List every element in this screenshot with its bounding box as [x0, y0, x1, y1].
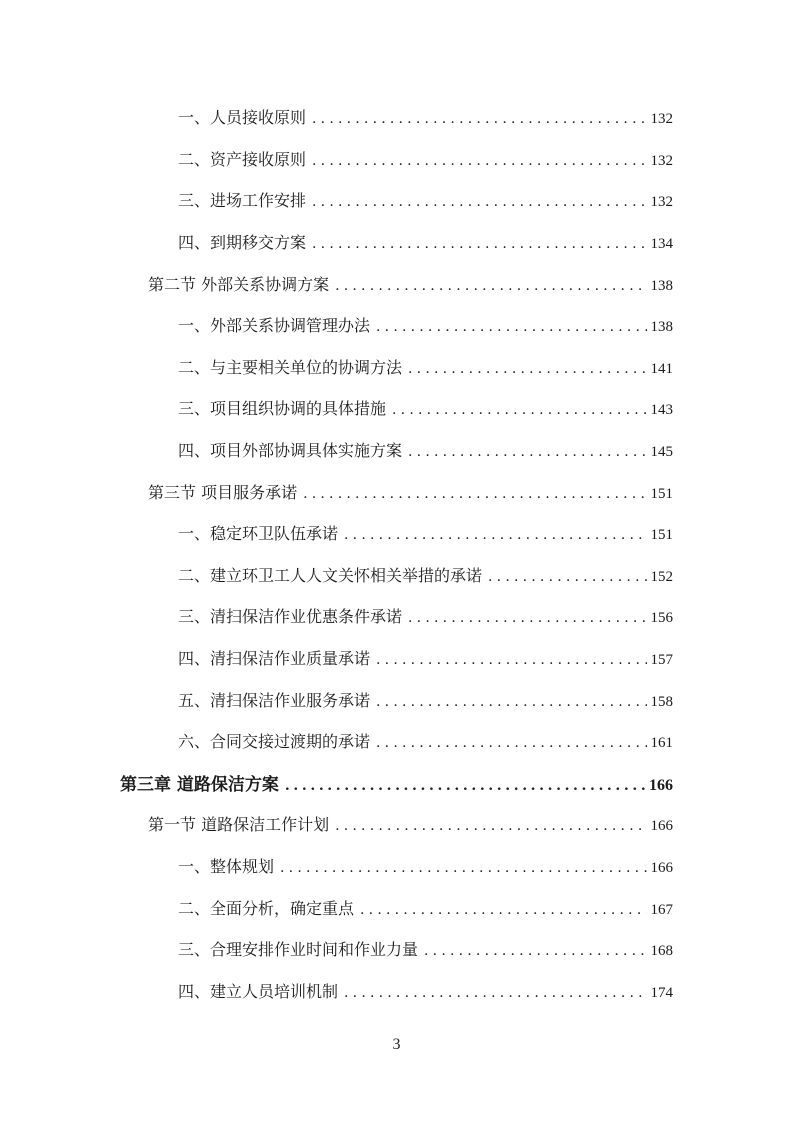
toc-subsection-entry[interactable]: [0, 179, 793, 221]
toc-dot-leader: [376, 319, 646, 335]
toc-subsection-entry[interactable]: [0, 678, 793, 720]
toc-entry-line: [178, 355, 673, 378]
toc-entry-page-number: 166: [650, 818, 673, 835]
toc-entry-label: 第三节 项目服务承诺: [148, 482, 298, 502]
toc-entry-page-number: 166: [649, 776, 673, 794]
toc-dot-leader: [312, 153, 646, 169]
toc-entry-label: 五、清扫保洁作业服务承诺: [178, 690, 371, 710]
toc-dot-leader: [312, 236, 646, 252]
toc-entry-line: [178, 396, 673, 419]
toc-dot-leader: [376, 652, 646, 668]
toc-dot-leader: [344, 985, 646, 1001]
toc-dot-leader: [335, 278, 646, 294]
toc-entry-label: 三、项目组织协调的具体措施: [178, 399, 387, 419]
toc-entry-page-number: 143: [650, 402, 673, 419]
toc-entry-label: 四、建立人员培训机制: [178, 981, 339, 1001]
toc-subsection-entry[interactable]: [0, 969, 793, 1011]
toc-subsection-entry[interactable]: [0, 845, 793, 887]
toc-subsection-entry[interactable]: [0, 512, 793, 554]
toc-entry-line: [178, 230, 673, 253]
toc-dot-leader: [312, 194, 646, 210]
toc-subsection-entry[interactable]: [0, 554, 793, 596]
toc-dot-leader: [280, 860, 646, 876]
toc-entry-page-number: 151: [650, 485, 673, 502]
toc-entry-label: 三、进场工作安排: [178, 191, 307, 211]
toc-entry-line: [178, 147, 673, 170]
toc-entry-label: 四、到期移交方案: [178, 233, 307, 253]
toc-entry-line: [178, 896, 673, 919]
toc-dot-leader: [392, 402, 646, 418]
toc-subsection-entry[interactable]: [0, 928, 793, 970]
toc-entry-line: [178, 563, 673, 586]
toc-entry-page-number: 161: [650, 735, 673, 752]
toc-entry-line: [178, 105, 673, 128]
toc-subsection-entry[interactable]: [0, 429, 793, 471]
toc-dot-leader: [376, 735, 646, 751]
toc-entry-page-number: 132: [650, 194, 673, 211]
toc-entry-page-number: 156: [650, 610, 673, 627]
toc-entry-line: [178, 729, 673, 752]
toc-entry-label: 一、整体规划: [178, 856, 275, 876]
toc-subsection-entry[interactable]: [0, 138, 793, 180]
toc-entry-label: 二、资产接收原则: [178, 149, 307, 169]
toc-subsection-entry[interactable]: [0, 346, 793, 388]
toc-section-entry[interactable]: [0, 262, 793, 304]
toc-entry-label: 第一节 道路保洁工作计划: [148, 815, 330, 835]
toc-subsection-entry[interactable]: [0, 304, 793, 346]
toc-entry-label: 第三章 道路保洁方案: [120, 774, 279, 795]
toc-subsection-entry[interactable]: [0, 221, 793, 263]
toc-dot-leader: [360, 902, 646, 918]
toc-entry-line: [178, 854, 673, 877]
toc-entry-label: 三、合理安排作业时间和作业力量: [178, 940, 419, 960]
toc-entry-page-number: 157: [650, 652, 673, 669]
toc-entry-page-number: 141: [650, 360, 673, 377]
table-of-contents: [0, 96, 793, 1011]
toc-dot-leader: [303, 486, 646, 502]
toc-dot-leader: [335, 818, 646, 834]
toc-chapter-entry[interactable]: [0, 762, 793, 804]
toc-entry-page-number: 138: [650, 277, 673, 294]
toc-entry-line: [178, 438, 673, 461]
toc-subsection-entry[interactable]: [0, 387, 793, 429]
toc-dot-leader: [312, 111, 646, 127]
toc-subsection-entry[interactable]: [0, 720, 793, 762]
toc-entry-page-number: 145: [650, 444, 673, 461]
toc-entry-line: [148, 480, 673, 503]
toc-entry-line: [178, 313, 673, 336]
toc-entry-label: 一、人员接收原则: [178, 108, 307, 128]
toc-dot-leader: [408, 444, 646, 460]
toc-entry-line: [178, 937, 673, 960]
toc-entry-page-number: 168: [650, 943, 673, 960]
toc-entry-line: [120, 770, 673, 795]
toc-entry-label: 第二节 外部关系协调方案: [148, 274, 330, 294]
toc-entry-label: 二、全面分析，确定重点: [178, 898, 355, 918]
toc-dot-leader: [285, 778, 645, 794]
toc-entry-page-number: 151: [650, 527, 673, 544]
toc-subsection-entry[interactable]: [0, 637, 793, 679]
toc-entry-line: [178, 646, 673, 669]
toc-entry-line: [178, 688, 673, 711]
toc-entry-page-number: 132: [650, 111, 673, 128]
toc-entry-label: 二、与主要相关单位的协调方法: [178, 357, 403, 377]
toc-entry-page-number: 138: [650, 319, 673, 336]
toc-dot-leader: [376, 694, 646, 710]
toc-entry-page-number: 174: [650, 984, 673, 1001]
toc-entry-label: 六、合同交接过渡期的承诺: [178, 732, 371, 752]
toc-dot-leader: [344, 527, 646, 543]
toc-entry-line: [178, 188, 673, 211]
toc-dot-leader: [408, 610, 646, 626]
toc-entry-line: [148, 272, 673, 295]
toc-entry-page-number: 167: [650, 901, 673, 918]
toc-dot-leader: [488, 569, 646, 585]
toc-section-entry[interactable]: [0, 470, 793, 512]
toc-entry-page-number: 158: [650, 693, 673, 710]
toc-entry-line: [178, 979, 673, 1002]
toc-entry-page-number: 134: [650, 236, 673, 253]
toc-entry-page-number: 152: [650, 568, 673, 585]
toc-subsection-entry[interactable]: [0, 886, 793, 928]
toc-entry-label: 四、清扫保洁作业质量承诺: [178, 649, 371, 669]
toc-entry-line: [148, 812, 673, 835]
toc-entry-label: 一、稳定环卫队伍承诺: [178, 524, 339, 544]
toc-entry-label: 三、清扫保洁作业优惠条件承诺: [178, 607, 403, 627]
toc-entry-line: [178, 521, 673, 544]
toc-entry-line: [178, 604, 673, 627]
toc-section-entry[interactable]: [0, 803, 793, 845]
toc-dot-leader: [408, 361, 646, 377]
toc-dot-leader: [424, 943, 646, 959]
toc-entry-page-number: 166: [650, 859, 673, 876]
page-number: 3: [392, 1036, 401, 1053]
toc-entry-label: 一、外部关系协调管理办法: [178, 316, 371, 336]
toc-entry-label: 二、建立环卫工人人文关怀相关举措的承诺: [178, 565, 483, 585]
toc-subsection-entry[interactable]: [0, 96, 793, 138]
toc-entry-page-number: 132: [650, 152, 673, 169]
toc-entry-label: 四、项目外部协调具体实施方案: [178, 441, 403, 461]
toc-subsection-entry[interactable]: [0, 595, 793, 637]
